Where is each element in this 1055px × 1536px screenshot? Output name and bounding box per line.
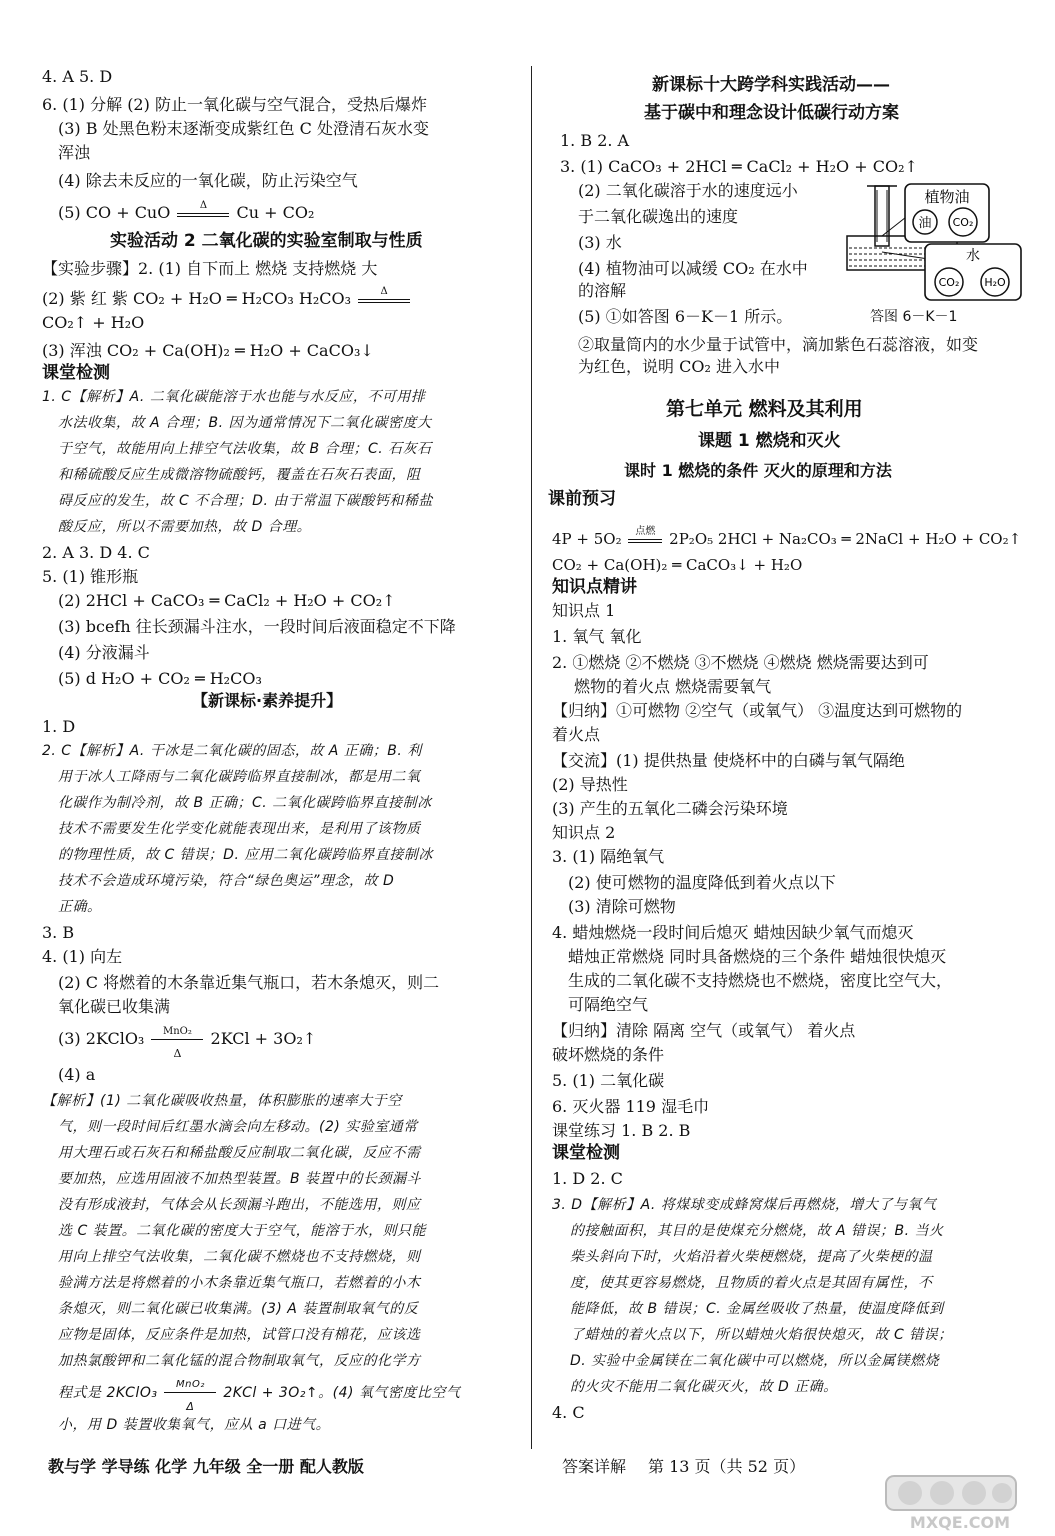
section-title: 【新课标·素养提升】 — [192, 691, 343, 710]
explanation-line: 技术不会造成环境污染，符合“绿色奥运”理念，故 D — [58, 873, 395, 889]
equation-left: 程式是 2KClO₃ — [58, 1385, 158, 1401]
page-footer — [42, 1450, 1002, 1480]
condition-label: Δ — [199, 199, 208, 211]
answer-line: 5. (1) 二氧化碳 — [552, 1071, 665, 1090]
explanation-line: 碍反应的发生，故 C 不合理；D. 由于常温下碳酸钙和稀盐 — [58, 493, 433, 509]
answer-line: 4. (1) 向左 — [42, 947, 123, 966]
equation-line — [552, 528, 1021, 550]
explanation-line: 酸反应，所以不需要加热，故 D 合理。 — [58, 519, 312, 535]
answer-line: (3) bcefh 往长颈漏斗注水，一段时间后液面稳定不下降 — [58, 617, 456, 636]
equation-line — [58, 1025, 317, 1060]
explanation-line: 没有形成液封，气体会从长颈漏斗跑出，不能选用，则应 — [58, 1197, 421, 1213]
explanation-line: 用于冰人工降雨与二氧化碳跨临界直接制冰，都是用二氧 — [58, 769, 421, 785]
condition-label: 点燃 — [635, 526, 656, 537]
section-label: 课堂检测 — [552, 1143, 620, 1163]
reaction-condition — [151, 1025, 203, 1060]
answer-line: (4) 除去未反应的一氧化碳，防止污染空气 — [58, 171, 358, 190]
equation-left: (5) CO + CuO — [58, 203, 171, 222]
equation-left: (3) 2KClO₃ — [58, 1029, 145, 1048]
answer-line: 2. ①燃烧 ②不燃烧 ③不燃烧 ④燃烧 燃烧需要达到可 — [552, 653, 929, 672]
answer-line: 1. D — [42, 717, 76, 736]
explanation-line: 的接触面积，其目的是使煤充分燃烧，故 A 错误；B. 当火 — [570, 1223, 944, 1239]
reaction-condition — [177, 199, 229, 219]
answer-line: (2) 使可燃物的温度降低到着火点以下 — [568, 873, 836, 892]
answer-line: (3) B 处黑色粉末逐渐变成紫红色 C 处澄清石灰水变 — [58, 119, 430, 138]
equation-right: Cu + CO₂ — [236, 203, 315, 222]
equation-right: 2KCl + 3O₂↑。(4) 氧气密度比空气 — [223, 1385, 461, 1401]
answer-line: 3. (1) 隔绝氧气 — [552, 847, 665, 866]
answer-line: (4) 植物油可以减缓 CO₂ 在水中 — [578, 259, 808, 278]
explanation-line: 度，使其更容易燃烧，且物质的着火点是其固有属性，不 — [570, 1275, 933, 1291]
equation-line — [58, 199, 315, 224]
explanation-line: 技术不需要发生化学变化就能表现出来，是利用了该物质 — [58, 821, 421, 837]
answer-line: 1. B 2. A — [560, 131, 630, 150]
water-label: 水 — [966, 248, 980, 264]
unit-title: 第七单元 燃料及其利用 — [666, 398, 863, 420]
equation-left: (2) 紫 红 紫 CO₂ + H₂O ═ H₂CO₃ H₂CO₃ — [42, 289, 352, 308]
condition-label: Δ — [380, 285, 388, 297]
footer-detail: 答案详解 — [562, 1457, 627, 1476]
condition-label: Δ — [186, 1400, 195, 1413]
topic-title: 课题 1 燃烧和灭火 — [698, 431, 841, 451]
answer-line: 4. 蜡烛燃烧一段时间后熄灭 蜡烛因缺少氧气而熄灭 — [552, 923, 914, 942]
explanation-line: 小，用 D 装置收集氧气，应从 a 口进气。 — [58, 1417, 331, 1433]
page-number: 第 13 页（共 52 页） — [648, 1457, 806, 1476]
answer-line: 着火点 — [552, 725, 601, 744]
footer-series: 教与学 学导练 化学 九年级 全一册 配人教版 — [48, 1457, 364, 1476]
explanation-line: 气，则一段时间后红墨水滴会向左移动。(2) 实验室通常 — [58, 1119, 418, 1135]
answer-line: (3) 产生的五氧化二磷会污染环境 — [552, 799, 788, 818]
answer-line: 6. (1) 分解 (2) 防止一氧化碳与空气混合，受热后爆炸 — [42, 95, 427, 114]
catalyst-label: MnO₂ — [162, 1025, 192, 1037]
explanation-line: 的物理性质，故 C 错误；D. 应用二氧化碳跨临界直接制冰 — [58, 847, 433, 863]
explanation-line: 于空气，故能用向上排空气法收集，故 B 合理；C. 石灰石 — [58, 441, 432, 457]
section-label: 课前预习 — [548, 489, 616, 509]
explanation-line: 应物是固体，反应条件是加热，试管口没有棉花，应该选 — [58, 1327, 421, 1343]
answer-line: 5. (1) 锥形瓶 — [42, 567, 139, 586]
section-title: 实验活动 2 二氧化碳的实验室制取与性质 — [110, 231, 423, 251]
explanation-line: 的火灾不能用二氧化碳灭火，故 D 正确。 — [570, 1379, 838, 1395]
answer-line: 【归纳】①可燃物 ②空气（或氧气） ③温度达到可燃物的 — [552, 701, 963, 720]
answer-line: 【归纳】清除 隔离 空气（或氧气） 着火点 — [552, 1021, 856, 1040]
explanation-line: 3. D【解析】A. 将煤球变成蜂窝煤后再燃烧，增大了与氧气 — [552, 1197, 937, 1213]
co2-label: CO₂ — [938, 276, 960, 289]
answer-line: (3) 水 — [578, 233, 622, 252]
answer-line: (5) ①如答图 6－K－1 所示。 — [578, 307, 793, 326]
section-label: 课堂检测 — [42, 363, 110, 383]
answer-line: (2) 二氧化碳溶于水的速度远小 — [578, 181, 798, 200]
answer-line: (5) d H₂O + CO₂ ═ H₂CO₃ — [58, 669, 262, 688]
answer-line: 浑浊 — [58, 143, 91, 162]
answer-line: 的溶解 — [578, 281, 627, 300]
figure-caption: 答图 6－K－1 — [870, 309, 958, 325]
explanation-line: D. 实验中金属镁在二氧化碳中可以燃烧，所以金属镁燃烧 — [570, 1353, 940, 1369]
activity-subtitle: 基于碳中和理念设计低碳行动方案 — [644, 103, 899, 123]
catalyst-label: MnO₂ — [175, 1379, 205, 1390]
answer-line: 氧化碳已收集满 — [58, 997, 171, 1016]
answer-line: (4) a — [58, 1065, 96, 1084]
explanation-line: 用大理石或石灰石和稀盐酸反应制取二氧化碳，反应不需 — [58, 1145, 421, 1161]
equation-right: 2P₂O₅ 2HCl + Na₂CO₃ ═ 2NaCl + H₂O + CO₂↑ — [669, 530, 1022, 548]
knowledge-point: 知识点 1 — [552, 601, 616, 620]
answer-line: 1. 氧气 氧化 — [552, 627, 642, 646]
explanation-line: 条熄灭，则二氧化碳已收集满。(3) A 装置制取氧气的反 — [58, 1301, 419, 1317]
explanation-line: 化碳作为制冷剂，故 B 正确；C. 二氧化碳跨临界直接制冰 — [58, 795, 432, 811]
answer-line: 燃物的着火点 燃烧需要氧气 — [574, 677, 772, 696]
answer-line: (3) 浑浊 CO₂ + Ca(OH)₂ ═ H₂O + CaCO₃↓ — [42, 341, 374, 360]
watermark-text: MXQE.COM — [909, 1513, 1011, 1532]
answer-line: 破坏燃烧的条件 — [552, 1045, 665, 1064]
answer-line: (2) C 将燃着的木条靠近集气瓶口，若木条熄灭，则二 — [58, 973, 440, 992]
water-layer-callout — [925, 244, 1021, 300]
explanation-line: 加热氯酸钾和二氧化锰的混合物制取氧气，反应的化学方 — [58, 1353, 421, 1369]
activity-title: 新课标十大跨学科实践活动—— — [652, 75, 890, 95]
answer-line: CO₂ + Ca(OH)₂ ═ CaCO₃↓ + H₂O — [552, 556, 803, 574]
answer-line: (3) 清除可燃物 — [568, 897, 676, 916]
answer-line: 1. D 2. C — [552, 1169, 623, 1188]
explanation-line: 和稀硫酸反应生成微溶物硫酸钙，覆盖在石灰石表面，阻 — [58, 467, 421, 483]
explanation-line: 2. C【解析】A. 干冰是二氧化碳的固态，故 A 正确；B. 利 — [42, 743, 422, 759]
answer-line: 生成的二氧化碳不支持燃烧也不燃烧，密度比空气大， — [568, 971, 953, 990]
answer-line: 3. B — [42, 923, 75, 942]
experiment-diagram — [845, 182, 1025, 304]
answer-line: 2. A 3. D 4. C — [42, 543, 150, 562]
explanation-line: 水法收集，故 A 合理；B. 因为通常情况下二氧化碳密度大 — [58, 415, 432, 431]
answer-line: (2) 导热性 — [552, 775, 628, 794]
answer-line: 蜡烛正常燃烧 同时具备燃烧的三个条件 蜡烛很快熄灭 — [568, 947, 947, 966]
answer-line: 于二氧化碳逸出的速度 — [578, 207, 739, 226]
answer-line: 6. 灭火器 119 湿毛巾 — [552, 1097, 710, 1116]
answer-line: 为红色，说明 CO₂ 进入水中 — [578, 357, 780, 376]
reaction-condition — [628, 526, 662, 545]
answer-line: CO₂↑ + H₂O — [42, 313, 145, 332]
answer-line: ②取量筒内的水少量于试管中，滴加紫色石蕊溶液，如变 — [578, 335, 979, 354]
explanation-line: 能降低，故 B 错误；C. 金属丝吸收了热量，使温度降低到 — [570, 1301, 944, 1317]
answer-line: 3. (1) CaCO₃ + 2HCl ═ CaCl₂ + H₂O + CO₂↑ — [560, 157, 918, 176]
answer-line: (4) 分液漏斗 — [58, 643, 150, 662]
explanation-line: 1. C【解析】A. 二氧化碳能溶于水也能与水反应，不可用排 — [42, 389, 426, 405]
lesson-title: 课时 1 燃烧的条件 灭火的原理和方法 — [624, 461, 892, 480]
h2o-label: H₂O — [984, 276, 1006, 289]
answer-line: (2) 2HCl + CaCO₃ ═ CaCl₂ + H₂O + CO₂↑ — [58, 591, 396, 610]
answer-line: 课堂练习 1. B 2. B — [552, 1121, 691, 1140]
oil-molecule-label: 油 — [918, 216, 932, 231]
explanation-line: 选 C 装置。二氧化碳的密度大于空气，能溶于水，则只能 — [58, 1223, 427, 1239]
explanation-line: 正确。 — [58, 899, 102, 915]
explanation-line: 了蜡烛的着火点以下，所以蜡烛火焰很快熄灭，故 C 错误； — [570, 1327, 953, 1343]
section-label: 知识点精讲 — [552, 577, 637, 597]
explanation-line: 用向上排空气法收集，二氧化碳不燃烧也不支持燃烧，则 — [58, 1249, 421, 1265]
reaction-condition — [164, 1379, 216, 1413]
column-divider — [531, 66, 532, 1449]
watermark-logo — [880, 1474, 1040, 1532]
equation-right: 2KCl + 3O₂↑ — [210, 1029, 317, 1048]
reaction-condition — [358, 285, 410, 305]
answer-line: 4. C — [552, 1403, 585, 1422]
answer-line: 【交流】(1) 提供热量 使烧杯中的白磷与氧气隔绝 — [552, 751, 905, 770]
answer-line: 4. A 5. D — [42, 67, 113, 86]
explanation-line — [58, 1379, 461, 1413]
explanation-line: 要加热，应选用固液不加热型装置。B 装置中的长颈漏斗 — [58, 1171, 422, 1187]
oil-layer-callout — [905, 184, 989, 242]
equation-left: 4P + 5O₂ — [552, 530, 622, 548]
explanation-line: 柴头斜向下时，火焰沿着火柴梗燃烧，提高了火柴梗的温 — [570, 1249, 933, 1265]
co2-label: CO₂ — [952, 216, 974, 229]
condition-label: Δ — [173, 1046, 182, 1060]
equation-line — [42, 285, 412, 310]
knowledge-point: 知识点 2 — [552, 823, 616, 842]
oil-label: 植物油 — [924, 188, 970, 206]
answer-line: 可隔绝空气 — [568, 995, 649, 1014]
answer-line: 【实验步骤】2. (1) 自下而上 燃烧 支持燃烧 大 — [42, 259, 378, 278]
explanation-line: 验满方法是将燃着的小木条靠近集气瓶口，若燃着的小木 — [58, 1275, 421, 1291]
explanation-line: 【解析】(1) 二氧化碳吸收热量，体积膨胀的速率大于空 — [42, 1093, 402, 1109]
